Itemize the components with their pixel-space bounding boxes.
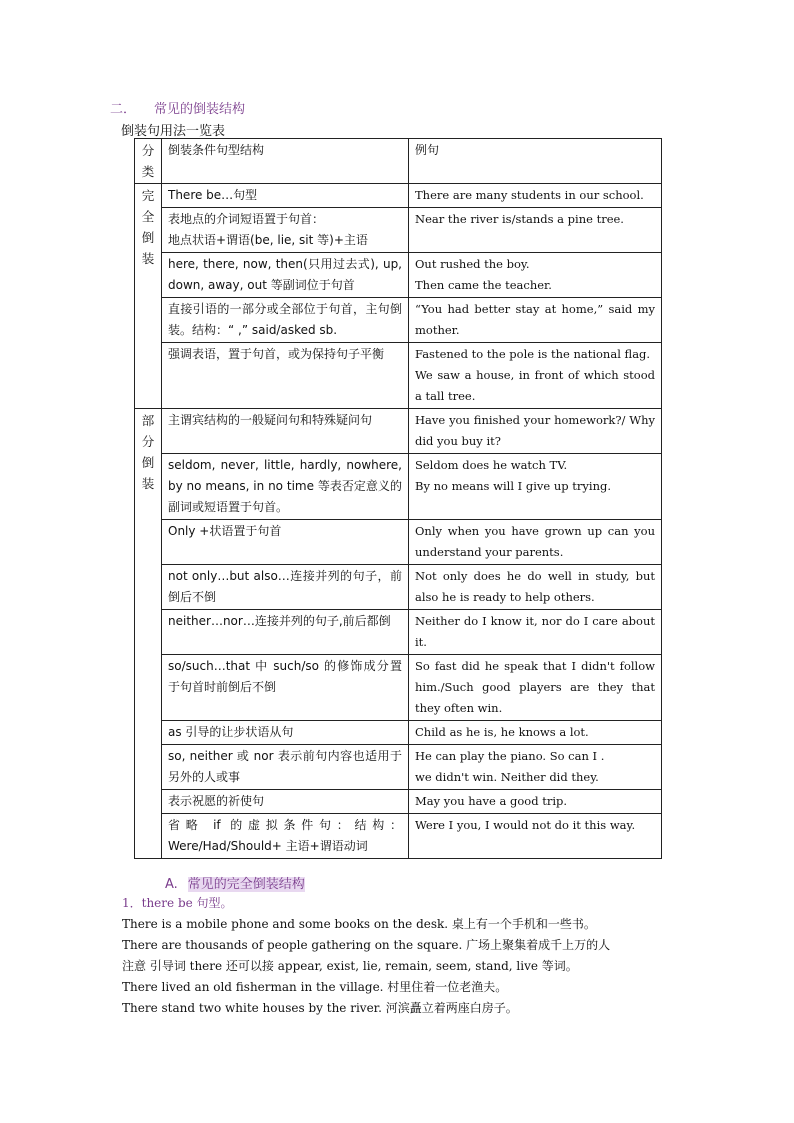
section-heading — [110, 98, 245, 117]
subsection-heading — [165, 873, 305, 892]
example-text: There are many students in our school. — [415, 188, 644, 202]
example-line: There stand two white houses by the river. 河滨矗立着两座白房子。 — [122, 1001, 518, 1015]
table-row — [135, 655, 662, 721]
structure-cell — [162, 253, 409, 298]
example-cell — [409, 343, 662, 409]
structure-cell — [162, 721, 409, 745]
structure-cell — [162, 814, 409, 859]
example-text: He can play the piano. So can I . we didn't win. Neither did they. — [415, 749, 605, 784]
structure-text: 主谓宾结构的一般疑问句和特殊疑问句 — [168, 413, 373, 427]
structure-text: Only +状语置于句首 — [168, 524, 282, 538]
structure-text: not only…but also…连接并列的句子，前倒后不倒 — [168, 569, 402, 604]
example-text: “You had better stay at home,” said my mother. — [415, 302, 655, 337]
example-cell — [409, 790, 662, 814]
example-text: Near the river is/stands a pine tree. — [415, 212, 624, 226]
example-cell — [409, 610, 662, 655]
example-cell — [409, 409, 662, 454]
header-example-text: 例句 — [415, 143, 440, 157]
header-structure-text: 倒装条件句型结构 — [168, 143, 265, 157]
table-row — [135, 520, 662, 565]
table-row — [135, 565, 662, 610]
table-row — [135, 343, 662, 409]
table-header-row — [135, 139, 662, 184]
example-text: Were I you, I would not do it this way. — [415, 818, 636, 832]
structure-text: seldom, never, little, hardly, nowhere, by no means, in no time 等表否定意义的副词或短语置于句首。 — [168, 458, 402, 514]
example-cell — [409, 655, 662, 721]
header-example — [409, 139, 662, 184]
example-line: There is a mobile phone and some books on the desk. 桌上有一个手机和一些书。 — [122, 917, 596, 931]
example-line: 1．there be 句型。 — [122, 896, 233, 910]
structure-text: so, neither 或 nor 表示前句内容也适用于另外的人或事 — [168, 749, 402, 784]
section-title: 常见的倒装结构 — [154, 102, 246, 117]
example-cell — [409, 745, 662, 790]
example-text: Have you finished your homework?/ Why did you buy it? — [415, 413, 655, 448]
structure-cell — [162, 655, 409, 721]
table-row — [135, 298, 662, 343]
category-cell — [135, 184, 162, 409]
example-cell — [409, 454, 662, 520]
table-row — [135, 409, 662, 454]
structure-text: here, there, now, then(只用过去式), up, down, away, out 等副词位于句首 — [168, 257, 402, 292]
structure-cell — [162, 565, 409, 610]
example-cell — [409, 721, 662, 745]
table-title: 倒装句用法一览表 — [121, 124, 226, 139]
table-row — [135, 454, 662, 520]
structure-text: 表示祝愿的祈使句 — [168, 794, 265, 808]
example-text: Not only does he do well in study, but also he is ready to help others. — [415, 569, 655, 604]
inversion-table — [134, 138, 662, 859]
example-text: Fastened to the pole is the national flag. We saw a house, in front of which stood a tall tree. — [415, 347, 655, 403]
structure-cell — [162, 409, 409, 454]
example-text: So fast did he speak that I didn't follow him./Such good players are they that they often win. — [415, 659, 655, 715]
example-text: Only when you have grown up can you understand your parents. — [415, 524, 655, 559]
structure-cell — [162, 298, 409, 343]
example-line: There lived an old fisherman in the village. 村里住着一位老渔夫。 — [122, 980, 508, 994]
structure-cell — [162, 454, 409, 520]
structure-text: as 引导的让步状语从句 — [168, 725, 294, 739]
example-cell — [409, 298, 662, 343]
example-cell — [409, 814, 662, 859]
structure-cell — [162, 343, 409, 409]
table-row — [135, 253, 662, 298]
example-text: Child as he is, he knows a lot. — [415, 725, 589, 739]
structure-cell — [162, 184, 409, 208]
example-line: There are thousands of people gathering on the square. 广场上聚集着成千上万的人 — [122, 938, 611, 952]
table-row — [135, 721, 662, 745]
category-text: 完全倒装 — [141, 188, 155, 266]
category-text: 部分倒装 — [141, 413, 155, 491]
example-line: 注意 引导词 there 还可以接 appear, exist, lie, remain, seem, stand, live 等词。 — [122, 959, 578, 973]
subsection-label: A. — [165, 877, 178, 892]
table-row — [135, 745, 662, 790]
example-cell — [409, 565, 662, 610]
table-row — [135, 814, 662, 859]
structure-cell — [162, 745, 409, 790]
structure-text: 强调表语，置于句首，或为保持句子平衡 — [168, 347, 385, 361]
header-category — [135, 139, 162, 184]
example-text: May you have a good trip. — [415, 794, 568, 808]
structure-text: so/such…that 中 such/so 的修饰成分置于句首时前倒后不倒 — [168, 659, 402, 694]
structure-cell — [162, 610, 409, 655]
structure-text: 直接引语的一部分或全部位于句首，主句倒装。结构：“ ,” said/asked sb. — [168, 302, 402, 337]
example-cell — [409, 208, 662, 253]
example-lines — [122, 893, 722, 1019]
header-category-text: 分类 — [141, 143, 155, 179]
example-cell — [409, 520, 662, 565]
structure-text: 表地点的介词短语置于句首： 地点状语+谓语(be, lie, sit 等)+主语 — [168, 212, 368, 247]
example-cell — [409, 184, 662, 208]
example-text: Neither do I know it, nor do I care about it. — [415, 614, 655, 649]
structure-cell — [162, 520, 409, 565]
table-row — [135, 790, 662, 814]
structure-text: 省略 if 的虚拟条件句：结构：Were/Had/Should+ 主语+谓语动词 — [168, 818, 402, 853]
structure-cell — [162, 790, 409, 814]
structure-text: neither…nor…连接并列的句子,前后都倒 — [168, 614, 391, 628]
structure-text: There be…句型 — [168, 188, 258, 202]
example-cell — [409, 253, 662, 298]
section-number: 二． — [110, 102, 137, 117]
subsection-title: 常见的完全倒装结构 — [187, 877, 305, 892]
structure-cell — [162, 208, 409, 253]
example-text: Seldom does he watch TV. By no means will I give up trying. — [415, 458, 611, 493]
category-cell — [135, 409, 162, 859]
header-structure — [162, 139, 409, 184]
table-row — [135, 184, 662, 208]
example-text: Out rushed the boy. Then came the teacher. — [415, 257, 552, 292]
table-row — [135, 610, 662, 655]
table-row — [135, 208, 662, 253]
